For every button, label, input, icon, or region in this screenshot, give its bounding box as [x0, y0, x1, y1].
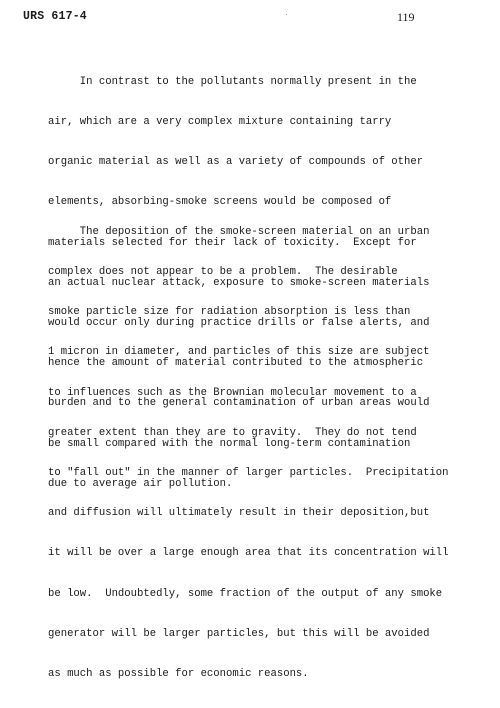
text-line: smoke particle size for radiation absorption is less than: [48, 306, 411, 319]
text-line: greater extent than they are to gravity. They do not tend: [48, 426, 417, 439]
page-number: 119: [397, 10, 415, 24]
text-line: complex does not appear to be a problem. The desirable: [48, 266, 398, 279]
text-line: an actual nuclear attack, exposure to smoke-screen materials: [48, 276, 430, 289]
text-line: would occur only during practice drills or false alerts, and: [48, 317, 430, 330]
text-line: to "fall out" in the manner of larger particles. Precipitation: [48, 467, 449, 480]
text-line: and diffusion will ultimately result in their deposition,but: [48, 507, 430, 520]
text-line: to influences such as the Brownian molecular movement to a: [48, 386, 417, 399]
scan-speck: [286, 14, 287, 15]
text-line: The deposition of the smoke-screen material on an urban: [48, 225, 430, 238]
text-line: elements, absorbing-smoke screens would be composed of: [48, 196, 392, 209]
text-line: In contrast to the pollutants normally present in the: [48, 75, 417, 88]
text-line: due to average air pollution.: [48, 477, 233, 490]
text-line: be low. Undoubtedly, some fraction of the output of any smoke: [48, 587, 443, 600]
text-line: air, which are a very complex mixture containing tarry: [48, 116, 392, 129]
text-line: organic material as well as a variety of compounds of other: [48, 156, 424, 169]
text-line: materials selected for their lack of toxicity. Except for: [48, 236, 417, 249]
text-line: 1 micron in diameter, and particles of this size are subject: [48, 346, 430, 359]
text-line: burden and to the general contamination of urban areas would: [48, 397, 430, 410]
text-line: be small compared with the normal long-term contamination: [48, 437, 411, 450]
text-line: it will be over a large enough area that its concentration will: [48, 547, 449, 560]
text-line: as much as possible for economic reasons.: [48, 668, 309, 681]
text-line: generator will be larger particles, but this will be avoided: [48, 627, 430, 640]
paragraph-deposition: [48, 199, 449, 708]
report-id: URS 617-4: [23, 10, 87, 23]
text-line: hence the amount of material contributed to the atmospheric: [48, 357, 424, 370]
